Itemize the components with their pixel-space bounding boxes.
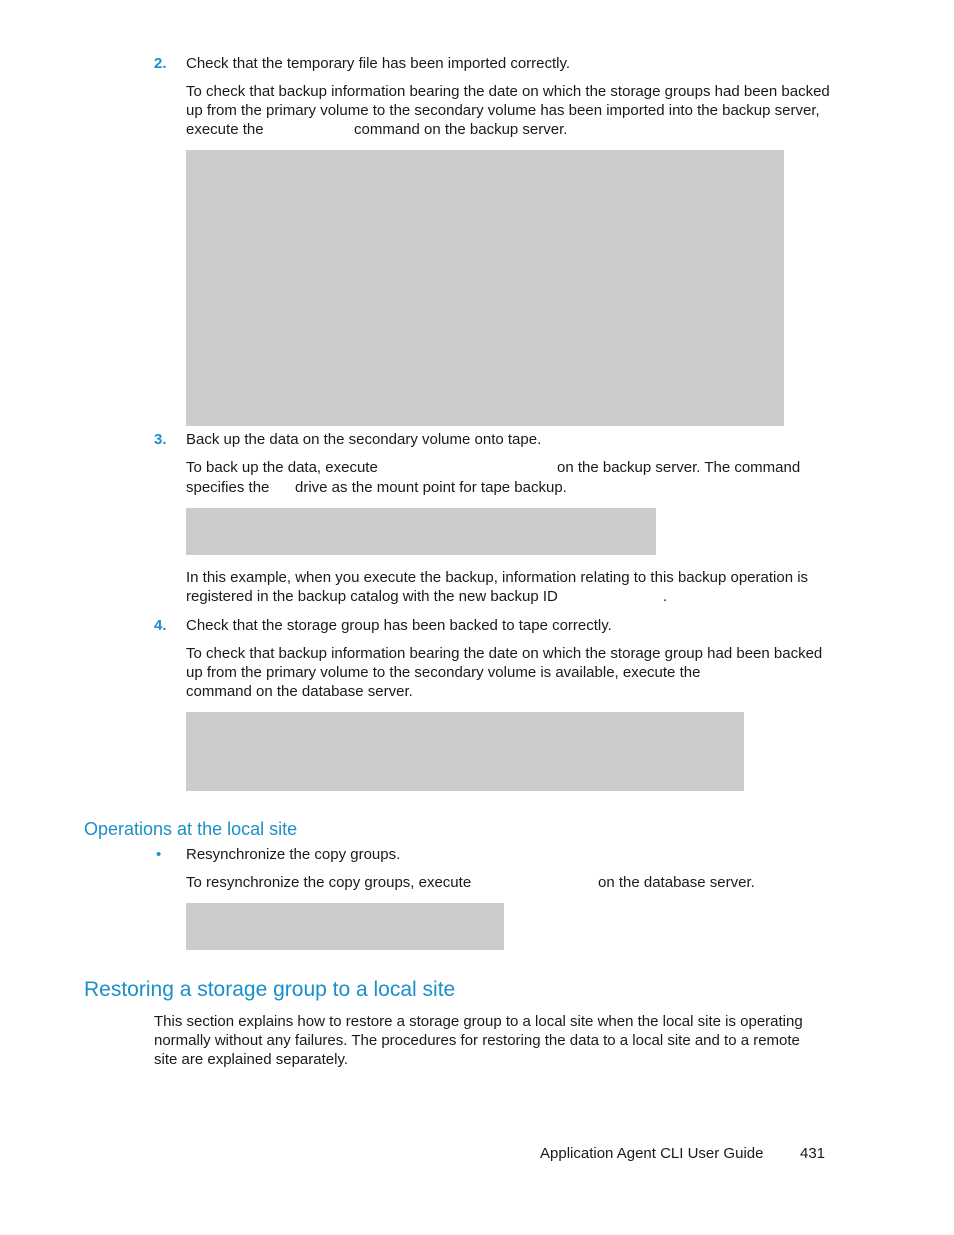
section-heading: Operations at the local site bbox=[84, 819, 298, 839]
bullet: • bbox=[156, 846, 162, 863]
paragraph-line: registered in the backup catalog with the new backup ID bbox=[186, 588, 558, 605]
paragraph-line: execute the bbox=[186, 121, 264, 138]
code-block bbox=[186, 903, 504, 950]
footer-guide-title: Application Agent CLI User Guide bbox=[540, 1145, 764, 1162]
paragraph-line: normally without any failures. The procedures for restoring the data to a local site and to a remote bbox=[154, 1032, 800, 1049]
step-title: Check that the storage group has been backed to tape correctly. bbox=[186, 617, 612, 634]
paragraph-line: command on the database server. bbox=[186, 683, 413, 700]
paragraph-line: command on the backup server. bbox=[354, 121, 568, 138]
paragraph-line: specifies the bbox=[186, 479, 270, 496]
step-number: 3. bbox=[154, 431, 167, 448]
paragraph-line: To back up the data, execute bbox=[186, 459, 378, 476]
step-title: Back up the data on the secondary volume onto tape. bbox=[186, 431, 542, 448]
step-title: Check that the temporary file has been imported correctly. bbox=[186, 55, 571, 72]
paragraph-line: on the database server. bbox=[598, 874, 755, 891]
step-number: 4. bbox=[154, 617, 167, 634]
paragraph-line: To check that backup information bearing the date on which the storage group had been backed bbox=[186, 645, 823, 662]
page-number: 431 bbox=[800, 1145, 826, 1162]
bullet-item: Resynchronize the copy groups. bbox=[186, 846, 401, 863]
paragraph-line: on the backup server. The command bbox=[557, 459, 801, 476]
paragraph-line: site are explained separately. bbox=[154, 1051, 349, 1068]
paragraph-line: To resynchronize the copy groups, execute bbox=[186, 874, 472, 891]
paragraph-line: up from the primary volume to the secondary volume is available, execute the bbox=[186, 664, 701, 681]
paragraph-line: drive as the mount point for tape backup. bbox=[295, 479, 567, 496]
code-block bbox=[186, 508, 656, 555]
code-block bbox=[186, 150, 784, 426]
paragraph-line: up from the primary volume to the secondary volume has been imported into the backup server, bbox=[186, 102, 820, 119]
paragraph-line: . bbox=[663, 588, 668, 605]
paragraph-line: In this example, when you execute the backup, information relating to this backup operation is bbox=[186, 569, 809, 586]
paragraph-line: This section explains how to restore a storage group to a local site when the local site is operating bbox=[154, 1013, 803, 1030]
step-number: 2. bbox=[154, 55, 167, 72]
paragraph-line: To check that backup information bearing the date on which the storage groups had been backed bbox=[186, 83, 830, 100]
code-block bbox=[186, 712, 744, 791]
chapter-heading: Restoring a storage group to a local site bbox=[84, 978, 456, 1001]
